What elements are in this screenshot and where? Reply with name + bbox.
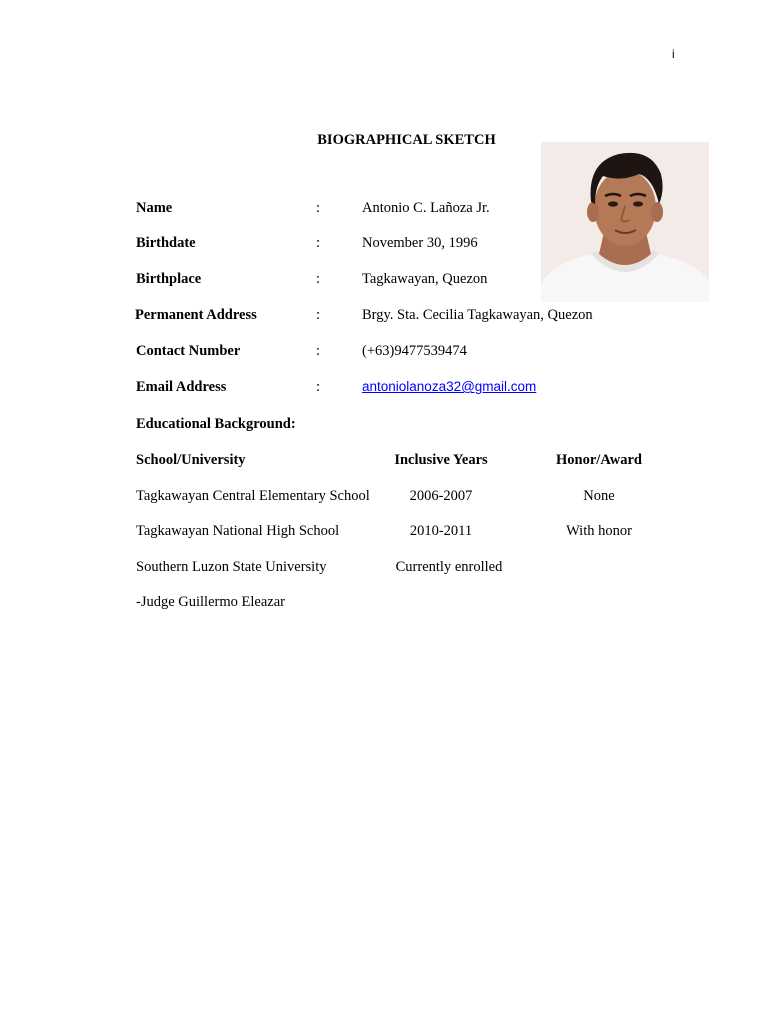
info-value: Brgy. Sta. Cecilia Tagkawayan, Quezon: [362, 307, 593, 323]
education-school: Tagkawayan Central Elementary School: [136, 488, 370, 504]
info-separator: :: [316, 307, 321, 323]
info-separator: :: [316, 343, 321, 359]
education-table-header: [0, 450, 768, 470]
column-header-school: School/University: [136, 452, 246, 468]
info-label: Name: [136, 200, 173, 216]
info-separator: :: [316, 200, 321, 216]
info-value: (+63)9477539474: [362, 343, 467, 359]
education-heading: Educational Background:: [136, 416, 296, 432]
info-separator: :: [316, 235, 321, 251]
email-link[interactable]: antoniolanoza32@gmail.com: [362, 379, 537, 394]
education-honor: With honor: [566, 523, 632, 539]
education-years: 2010-2011: [409, 523, 473, 539]
info-label: Permanent Address: [135, 307, 257, 323]
education-row: [0, 521, 768, 541]
info-label: Birthplace: [136, 271, 202, 287]
info-label: Email Address: [136, 379, 227, 395]
portrait-photo: [541, 142, 709, 302]
education-years: Currently enrolled: [395, 559, 503, 575]
signature-line: -Judge Guillermo Eleazar: [136, 594, 285, 610]
info-value: Tagkawayan, Quezon: [362, 271, 488, 287]
education-honor: None: [583, 488, 615, 504]
education-row: [0, 486, 768, 506]
education-school: Tagkawayan National High School: [136, 523, 340, 539]
page-number: i: [672, 47, 675, 61]
info-separator: :: [316, 379, 321, 395]
portrait-icon: [541, 142, 709, 302]
info-value: November 30, 1996: [362, 235, 478, 251]
education-row: [0, 557, 768, 577]
info-label: Birthdate: [136, 235, 196, 251]
info-value: [362, 377, 536, 397]
info-separator: :: [316, 271, 321, 287]
column-header-honor: Honor/Award: [556, 452, 642, 468]
info-value: Antonio C. Lañoza Jr.: [362, 200, 490, 216]
document-title: BIOGRAPHICAL SKETCH: [317, 132, 496, 148]
column-header-years: Inclusive Years: [394, 452, 488, 468]
education-school: Southern Luzon State University: [136, 559, 327, 575]
info-label: Contact Number: [136, 343, 241, 359]
education-years: 2006-2007: [409, 488, 473, 504]
